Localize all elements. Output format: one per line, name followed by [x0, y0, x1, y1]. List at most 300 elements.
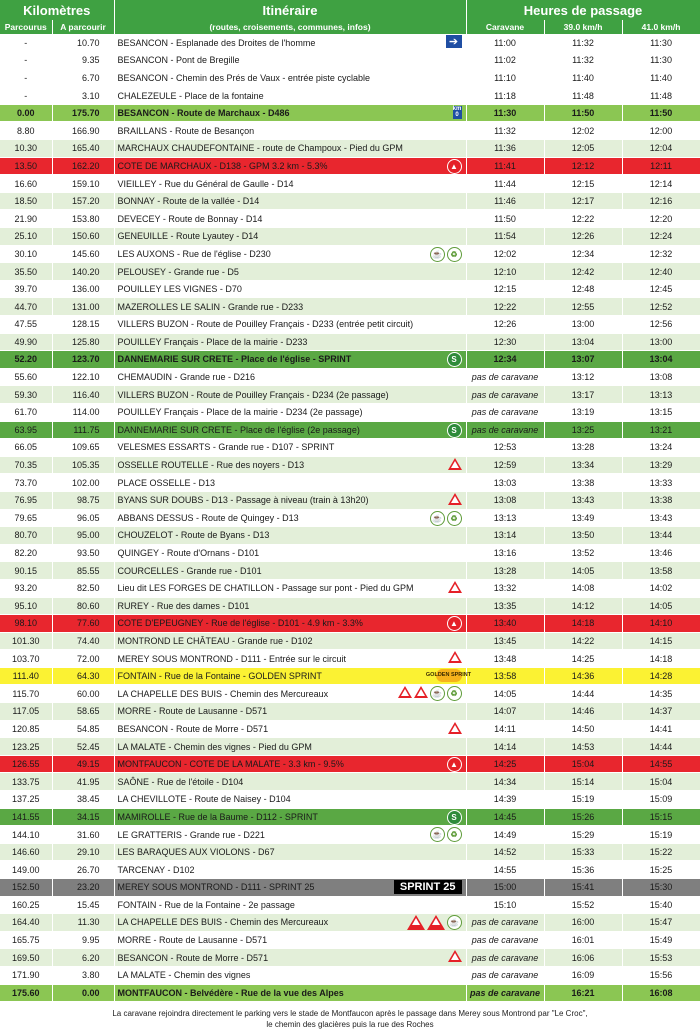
itinerary-text	[114, 316, 466, 334]
km-a-parcourir	[52, 931, 114, 949]
km-a-parcourir	[52, 755, 114, 773]
mountain-icon: ▲	[447, 159, 462, 174]
time-39kmh	[544, 456, 622, 474]
row-icons	[430, 511, 462, 526]
time-41kmh	[622, 879, 700, 897]
time-caravane	[466, 597, 544, 615]
itinerary-text-value: FONTAIN - Rue de la Fontaine - GOLDEN SPRINT	[117, 671, 322, 682]
time-39kmh-value: 14:12	[571, 600, 595, 611]
time-41kmh-value: 15:49	[649, 935, 673, 946]
row-icons	[407, 915, 462, 930]
time-41kmh	[622, 52, 700, 70]
table-row	[0, 104, 700, 122]
km0-top: km	[452, 106, 462, 113]
km-a-parcourir	[52, 157, 114, 175]
table-row	[0, 140, 700, 158]
time-caravane	[466, 157, 544, 175]
table-row	[0, 210, 700, 228]
time-41kmh-value: 15:22	[649, 847, 673, 858]
itinerary-text-value: MONTFAUCON - COTE DE LA MALATE - 3.3 km - 9.5%	[117, 759, 344, 770]
km-a-parcourir	[52, 984, 114, 1002]
time-39kmh-value: 16:01	[571, 935, 595, 946]
time-39kmh	[544, 245, 622, 263]
km-parcourus-value: 115.70	[12, 688, 40, 699]
time-41kmh	[622, 104, 700, 122]
time-caravane	[466, 527, 544, 545]
km-a-parcourir-value: 77.60	[76, 618, 100, 629]
km-a-parcourir-value: 11.30	[77, 917, 100, 928]
time-caravane	[466, 791, 544, 809]
km-parcourus	[0, 984, 52, 1002]
time-39kmh	[544, 175, 622, 193]
time-41kmh	[622, 456, 700, 474]
km-a-parcourir	[52, 650, 114, 668]
km-a-parcourir-value: 15.45	[76, 899, 100, 910]
time-caravane	[466, 861, 544, 879]
table-row	[0, 544, 700, 562]
table-row	[0, 791, 700, 809]
table-row	[0, 368, 700, 386]
time-caravane-value: 13:08	[493, 495, 517, 506]
km-parcourus-value: 61.70	[14, 407, 38, 418]
km-parcourus-value: 35.50	[14, 266, 38, 277]
time-39kmh	[544, 509, 622, 527]
km-parcourus	[0, 562, 52, 580]
time-39kmh-value: 15:29	[571, 829, 595, 840]
time-41kmh-value: 12:14	[649, 178, 673, 189]
time-41kmh	[622, 685, 700, 703]
header-itineraire: Itinéraire	[114, 0, 466, 20]
km-parcourus	[0, 879, 52, 897]
km-a-parcourir-value: 150.60	[71, 231, 100, 242]
time-41kmh-value: 15:47	[649, 917, 673, 928]
time-39kmh	[544, 403, 622, 421]
km-parcourus	[0, 597, 52, 615]
km-a-parcourir	[52, 210, 114, 228]
time-39kmh-value: 14:18	[571, 618, 595, 629]
itinerary-text	[114, 949, 466, 967]
time-41kmh	[622, 914, 700, 932]
km-a-parcourir	[52, 69, 114, 87]
km-parcourus-value: 93.20	[14, 583, 38, 594]
time-39kmh	[544, 826, 622, 844]
row-icons	[448, 581, 462, 593]
km-parcourus	[0, 263, 52, 281]
time-caravane-value: 11:54	[494, 231, 516, 242]
time-39kmh	[544, 738, 622, 756]
km-a-parcourir	[52, 966, 114, 984]
km-parcourus	[0, 650, 52, 668]
table-row	[0, 228, 700, 246]
itinerary-text-value: LE GRATTERIS - Grande rue - D221	[117, 829, 265, 840]
row-icons	[447, 352, 462, 367]
time-caravane-value: 11:41	[494, 160, 516, 171]
table-row	[0, 597, 700, 615]
km-parcourus	[0, 157, 52, 175]
time-39kmh-value: 14:08	[571, 583, 595, 594]
itinerary-text	[114, 509, 466, 527]
km-parcourus-value: 80.70	[14, 530, 38, 541]
km-parcourus	[0, 87, 52, 105]
itinerary-text-value: BESANCON - Route de Morre - D571	[117, 723, 269, 734]
time-39kmh	[544, 140, 622, 158]
km-parcourus-value: 16.60	[14, 178, 38, 189]
km-parcourus	[0, 474, 52, 492]
km-a-parcourir-value: 3.80	[81, 970, 100, 981]
danger-icon	[448, 651, 462, 663]
time-41kmh-value: 12:04	[649, 143, 673, 154]
time-41kmh	[622, 509, 700, 527]
km-a-parcourir	[52, 192, 114, 210]
km-a-parcourir-value: 54.85	[76, 723, 100, 734]
km-a-parcourir	[52, 403, 114, 421]
time-39kmh	[544, 333, 622, 351]
time-39kmh-value: 13:25	[571, 424, 595, 435]
header-heures: Heures de passage	[466, 0, 700, 20]
km-a-parcourir-value: 166.90	[71, 125, 100, 136]
km-parcourus-value: 44.70	[14, 301, 38, 312]
itinerary-text	[114, 808, 466, 826]
time-caravane	[466, 228, 544, 246]
km-parcourus	[0, 210, 52, 228]
itinerary-text	[114, 210, 466, 228]
km-parcourus	[0, 527, 52, 545]
itinerary-text-value: PLACE OSSELLE - D13	[117, 477, 216, 488]
sprint25-badge	[394, 880, 462, 894]
itinerary-text-value: BESANCON - Pont de Bregille	[117, 55, 240, 66]
time-39kmh	[544, 544, 622, 562]
time-caravane-value: pas de caravane	[471, 970, 539, 981]
waste-zone-icon: ♻	[447, 247, 462, 262]
time-39kmh-value: 15:26	[571, 811, 595, 822]
time-39kmh	[544, 228, 622, 246]
time-41kmh-value: 11:40	[650, 72, 672, 83]
km-a-parcourir-value: 105.35	[71, 460, 100, 471]
km-a-parcourir	[52, 632, 114, 650]
km-a-parcourir	[52, 896, 114, 914]
time-39kmh	[544, 579, 622, 597]
time-caravane-value: 11:00	[494, 37, 516, 48]
time-39kmh-value: 14:05	[571, 565, 595, 576]
time-caravane	[466, 843, 544, 861]
time-39kmh-value: 13:52	[571, 548, 595, 559]
time-caravane-value: 14:05	[493, 688, 517, 699]
time-39kmh	[544, 157, 622, 175]
time-caravane-value: 11:50	[494, 213, 516, 224]
table-row	[0, 491, 700, 509]
time-caravane-value: 15:10	[493, 899, 517, 910]
itinerary-text	[114, 456, 466, 474]
km-parcourus-value: 90.15	[14, 565, 38, 576]
itinerary-text-value: PELOUSEY - Grande rue - D5	[117, 266, 239, 277]
table-body	[0, 34, 700, 1002]
footnote-line-1: La caravane rejoindra directement le parking vers le stade de Montfaucon après le passage dans Merey sous Montrond par "Le Croc",	[112, 1009, 588, 1019]
km-a-parcourir-value: 58.65	[76, 706, 100, 717]
itinerary-text	[114, 826, 466, 844]
table-row	[0, 474, 700, 492]
time-39kmh-value: 14:53	[571, 741, 595, 752]
km-parcourus-value: 120.85	[11, 723, 40, 734]
km-a-parcourir-value: 95.00	[76, 530, 100, 541]
sprint-icon	[447, 423, 462, 438]
itinerary-text	[114, 773, 466, 791]
time-caravane	[466, 104, 544, 122]
km-parcourus-value: 175.60	[11, 987, 40, 998]
km-parcourus	[0, 579, 52, 597]
itinerary-text-value: DEVECEY - Route de Bonnay - D14	[117, 213, 263, 224]
itinerary-text	[114, 421, 466, 439]
time-41kmh-value: 15:19	[649, 829, 673, 840]
time-caravane	[466, 632, 544, 650]
time-39kmh-value: 13:00	[571, 319, 595, 330]
time-41kmh	[622, 861, 700, 879]
km-a-parcourir	[52, 34, 114, 52]
km-parcourus-value: -	[24, 72, 28, 83]
time-41kmh-value: 12:52	[649, 301, 673, 312]
km-a-parcourir	[52, 52, 114, 70]
time-41kmh-value: 13:38	[649, 495, 673, 506]
time-41kmh-value: 16:08	[649, 987, 673, 998]
time-caravane	[466, 949, 544, 967]
time-caravane	[466, 914, 544, 932]
time-caravane-value: 15:00	[493, 882, 517, 893]
itinerary-text	[114, 175, 466, 193]
km-a-parcourir	[52, 104, 114, 122]
km-a-parcourir-value: 136.00	[71, 284, 100, 295]
km-a-parcourir	[52, 280, 114, 298]
itinerary-text	[114, 34, 466, 52]
time-41kmh-value: 13:33	[649, 477, 673, 488]
table-row	[0, 562, 700, 580]
km-a-parcourir-value: 34.15	[76, 811, 100, 822]
time-41kmh	[622, 597, 700, 615]
km-a-parcourir	[52, 140, 114, 158]
header-itin-sub: (routes, croisements, communes, infos)	[114, 20, 466, 34]
itinerary-text	[114, 351, 466, 369]
km-parcourus-value: 79.65	[14, 512, 38, 523]
itinerary-text-value: VELESMES ESSARTS - Grande rue - D107 - SPRINT	[117, 442, 335, 453]
danger-icon	[448, 950, 462, 962]
time-41kmh	[622, 34, 700, 52]
km-a-parcourir	[52, 228, 114, 246]
km-parcourus-value: 95.10	[14, 600, 38, 611]
km-parcourus-value: 133.75	[11, 776, 40, 787]
time-39kmh	[544, 861, 622, 879]
time-39kmh-value: 15:14	[571, 776, 595, 787]
time-41kmh-value: 13:29	[649, 460, 673, 471]
km-parcourus	[0, 755, 52, 773]
time-caravane-value: 14:25	[493, 759, 517, 770]
km-parcourus	[0, 509, 52, 527]
km-a-parcourir-value: 9.35	[81, 55, 100, 66]
time-caravane-value: 13:13	[493, 512, 517, 523]
time-41kmh	[622, 210, 700, 228]
time-39kmh-value: 12:22	[571, 213, 595, 224]
time-39kmh	[544, 527, 622, 545]
itinerary-text-value: LES BARAQUES AUX VIOLONS - D67	[117, 847, 275, 858]
time-41kmh	[622, 579, 700, 597]
feed-zone-icon: ☕	[430, 247, 445, 262]
km-parcourus	[0, 615, 52, 633]
itinerary-text-value: LA CHEVILLOTE - Route de Naisey - D104	[117, 794, 291, 805]
row-icons	[398, 686, 462, 701]
km-parcourus-value: 30.10	[14, 248, 38, 259]
km-parcourus-value: 164.40	[11, 917, 40, 928]
km-parcourus	[0, 386, 52, 404]
header-row-main	[0, 0, 700, 20]
time-41kmh-value: 13:21	[649, 424, 673, 435]
time-41kmh	[622, 298, 700, 316]
km-parcourus	[0, 316, 52, 334]
table-row	[0, 667, 700, 685]
time-39kmh-value: 15:41	[571, 882, 595, 893]
row-icons	[447, 159, 462, 174]
km-a-parcourir-value: 41.95	[76, 776, 100, 787]
km-parcourus-value: 63.95	[14, 424, 38, 435]
km-a-parcourir-value: 175.70	[71, 108, 100, 119]
time-39kmh-value: 16:06	[571, 952, 595, 963]
itinerary-text-value: COTE DE MARCHAUX - D138 - GPM 3.2 km - 5.3%	[117, 160, 328, 171]
itinerary-text-value: CHOUZELOT - Route de Byans - D13	[117, 530, 270, 541]
time-41kmh-value: 15:25	[649, 864, 673, 875]
itinerary-text-value: SAÔNE - Rue de l'étoile - D104	[117, 776, 244, 787]
table-row	[0, 826, 700, 844]
danger-icon	[427, 915, 445, 930]
time-41kmh-value: 13:15	[649, 407, 673, 418]
time-41kmh-value: 14:44	[649, 741, 673, 752]
km-a-parcourir	[52, 509, 114, 527]
itinerary-text-value: VIEILLEY - Rue du Général de Gaulle - D14	[117, 178, 294, 189]
itinerary-text-value: MAZEROLLES LE SALIN - Grande rue - D233	[117, 301, 304, 312]
table-row	[0, 175, 700, 193]
itinerary-text	[114, 650, 466, 668]
km-parcourus-value: 117.05	[12, 706, 40, 717]
time-caravane	[466, 439, 544, 457]
km-a-parcourir-value: 131.00	[71, 301, 100, 312]
table-row	[0, 738, 700, 756]
time-caravane	[466, 421, 544, 439]
km-parcourus-value: 21.90	[14, 213, 38, 224]
time-39kmh	[544, 210, 622, 228]
table-row	[0, 650, 700, 668]
time-41kmh-value: 14:37	[649, 706, 673, 717]
km-a-parcourir-value: 116.40	[72, 389, 100, 400]
itinerary-text-value: OSSELLE ROUTELLE - Rue des noyers - D13	[117, 460, 305, 471]
time-39kmh-value: 14:36	[571, 671, 595, 682]
row-icons	[425, 669, 472, 682]
itinerary-text-value: COTE D'EPEUGNEY - Rue de l'église - D101 - 4.9 km - 3.3%	[117, 618, 363, 629]
km-parcourus-value: 52.20	[14, 354, 38, 365]
itinerary-text	[114, 104, 466, 122]
itinerary-text	[114, 703, 466, 721]
km-a-parcourir	[52, 245, 114, 263]
km-parcourus-value: 82.20	[14, 548, 38, 559]
time-caravane-value: 13:35	[493, 600, 517, 611]
time-39kmh-value: 11:48	[572, 90, 594, 101]
time-41kmh-value: 15:40	[649, 899, 673, 910]
itinerary-text	[114, 228, 466, 246]
time-39kmh-value: 13:49	[571, 512, 595, 523]
km-a-parcourir	[52, 826, 114, 844]
itinerary-text-value: MEREY SOUS MONTROND - D111 - SPRINT 25	[117, 882, 315, 893]
km-a-parcourir-value: 26.70	[76, 864, 100, 875]
itinerary-text	[114, 474, 466, 492]
time-41kmh-value: 15:04	[649, 776, 673, 787]
time-caravane	[466, 175, 544, 193]
km-a-parcourir-value: 123.70	[71, 354, 100, 365]
km-parcourus	[0, 808, 52, 826]
itinerary-text	[114, 615, 466, 633]
time-39kmh-value: 15:33	[571, 847, 595, 858]
table-row	[0, 245, 700, 263]
km-parcourus-value: 76.95	[14, 495, 38, 506]
time-39kmh	[544, 562, 622, 580]
table-row	[0, 52, 700, 70]
time-41kmh-value: 13:00	[649, 336, 673, 347]
time-caravane	[466, 491, 544, 509]
km-parcourus-value: 47.55	[14, 319, 38, 330]
feed-zone-icon: ☕	[430, 686, 445, 701]
km-parcourus-value: 10.30	[14, 143, 38, 154]
time-41kmh-value: 15:15	[649, 811, 673, 822]
km-a-parcourir-value: 82.50	[76, 583, 100, 594]
time-41kmh-value: 14:05	[649, 600, 673, 611]
table-row	[0, 527, 700, 545]
km-a-parcourir-value: 60.00	[76, 688, 100, 699]
km-parcourus-value: 111.40	[12, 671, 39, 682]
km-a-parcourir	[52, 122, 114, 140]
km-a-parcourir	[52, 808, 114, 826]
time-caravane-value: 11:36	[494, 143, 516, 154]
km-parcourus	[0, 403, 52, 421]
time-caravane	[466, 579, 544, 597]
itinerary-text	[114, 386, 466, 404]
km-a-parcourir	[52, 351, 114, 369]
time-41kmh	[622, 192, 700, 210]
km-a-parcourir	[52, 685, 114, 703]
km0-bottom: 0	[455, 112, 459, 119]
time-41kmh	[622, 615, 700, 633]
time-41kmh-value: 15:56	[649, 970, 673, 981]
table-row	[0, 966, 700, 984]
km-a-parcourir	[52, 474, 114, 492]
train-crossing-icon	[448, 493, 462, 505]
time-39kmh	[544, 263, 622, 281]
itinerary-text-value: VILLERS BUZON - Route de Pouilley Français - D234 (2e passage)	[117, 389, 389, 400]
table-row	[0, 34, 700, 52]
time-caravane-value: 11:32	[494, 125, 516, 136]
km-parcourus-value: -	[24, 55, 28, 66]
time-caravane-value: 14:52	[493, 847, 517, 858]
row-icons	[447, 616, 462, 631]
time-39kmh	[544, 843, 622, 861]
km-a-parcourir	[52, 879, 114, 897]
danger-icon	[398, 686, 412, 698]
time-caravane	[466, 544, 544, 562]
km-parcourus	[0, 122, 52, 140]
time-39kmh	[544, 104, 622, 122]
time-39kmh	[544, 632, 622, 650]
km-a-parcourir-value: 109.65	[71, 442, 100, 453]
feed-zone-icon: ☕	[447, 915, 462, 930]
time-caravane	[466, 403, 544, 421]
km-parcourus-value: 66.05	[14, 442, 38, 453]
km-a-parcourir-value: 31.60	[76, 829, 100, 840]
time-41kmh-value: 12:20	[649, 213, 673, 224]
table-row	[0, 192, 700, 210]
km-parcourus	[0, 140, 52, 158]
time-caravane	[466, 755, 544, 773]
